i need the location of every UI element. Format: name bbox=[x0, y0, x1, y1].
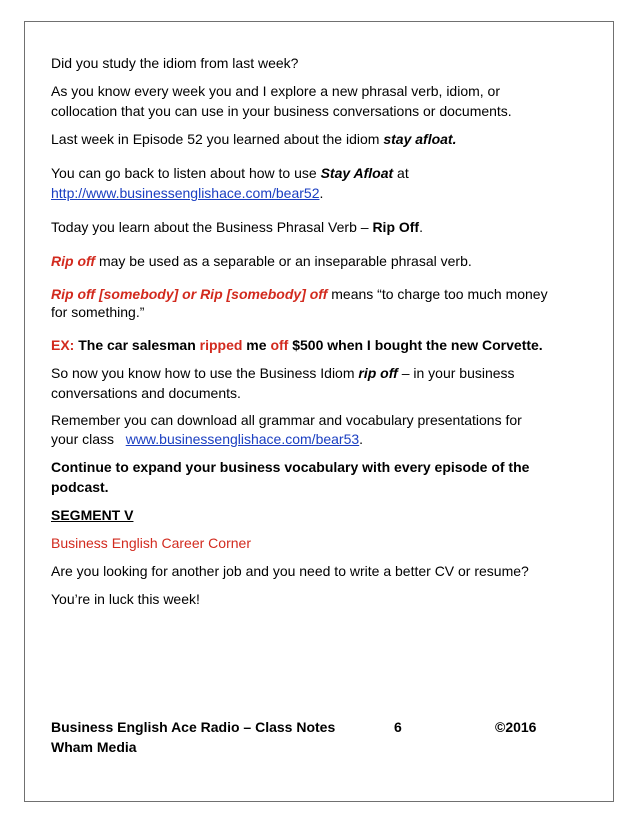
idiom-rip-off: rip off bbox=[358, 365, 398, 381]
paragraph-continue: Continue to expand your business vocabulary with every episode of the podcast. bbox=[51, 459, 530, 495]
example-part-1: The car salesman bbox=[74, 337, 200, 353]
example-ripped: ripped bbox=[199, 337, 243, 353]
paragraph-example bbox=[51, 335, 551, 355]
listen-back-text: You can go back to listen about how to use bbox=[51, 165, 321, 181]
footer-title: Business English Ace Radio – Class Notes bbox=[51, 719, 336, 735]
separable-text: may be used as a separable or an inseparable phrasal verb. bbox=[95, 253, 472, 269]
paragraph-luck: You’re in luck this week! bbox=[51, 591, 200, 607]
paragraph-summary bbox=[51, 363, 551, 403]
page-footer bbox=[51, 717, 551, 757]
paragraph-today bbox=[51, 217, 551, 237]
example-label: EX: bbox=[51, 337, 75, 353]
idiom-stay-afloat: stay afloat. bbox=[383, 131, 457, 147]
idiom-stay-afloat-ref: Stay Afloat bbox=[320, 165, 394, 181]
paragraph-download bbox=[51, 411, 551, 449]
rip-off-term: Rip off bbox=[51, 253, 96, 269]
example-off: off bbox=[270, 337, 289, 353]
download-period: . bbox=[359, 431, 364, 447]
paragraph-listen-back bbox=[51, 163, 551, 203]
bear53-link[interactable]: www.businessenglishace.com/bear53 bbox=[125, 431, 360, 447]
today-text: Today you learn about the Business Phrasal Verb – bbox=[51, 219, 373, 235]
last-week-text: Last week in Episode 52 you learned about the idiom bbox=[51, 131, 384, 147]
definition-text: means “to charge too much money for something.” bbox=[51, 286, 548, 320]
paragraph-definition bbox=[51, 285, 551, 321]
example-part-3: $500 when I bought the new Corvette. bbox=[288, 337, 543, 353]
paragraph-separable bbox=[51, 251, 551, 271]
paragraph-intro: As you know every week you and I explore a new phrasal verb, idiom, or collocation that you can use in your business conversations or documents. bbox=[51, 83, 512, 119]
page-number: 6 bbox=[394, 719, 402, 735]
summary-text: So now you know how to use the Business Idiom bbox=[51, 365, 359, 381]
download-text: Remember you can download all grammar and vocabulary presentations for your class bbox=[51, 412, 522, 447]
rip-off-forms: Rip off [somebody] or Rip [somebody] off bbox=[51, 286, 328, 302]
phrasal-verb-rip-off: Rip Off bbox=[372, 219, 420, 235]
bear52-link[interactable]: http://www.businessenglishace.com/bear52 bbox=[51, 185, 320, 201]
paragraph-study-question: Did you study the idiom from last week? bbox=[51, 55, 299, 71]
career-corner-heading: Business English Career Corner bbox=[51, 535, 251, 551]
footer-company: Wham Media bbox=[51, 739, 137, 755]
segment-heading: SEGMENT V bbox=[51, 507, 134, 523]
listen-back-at: at bbox=[393, 165, 409, 181]
footer-copyright: ©2016 bbox=[495, 719, 537, 735]
document-body bbox=[51, 53, 551, 617]
summary-after: – in your business conversations and documents. bbox=[51, 365, 515, 401]
example-part-2: me bbox=[242, 337, 271, 353]
listen-back-period: . bbox=[319, 185, 324, 201]
paragraph-last-week bbox=[51, 129, 551, 149]
today-period: . bbox=[419, 219, 423, 235]
paragraph-cv: Are you looking for another job and you need to write a better CV or resume? bbox=[51, 563, 529, 579]
